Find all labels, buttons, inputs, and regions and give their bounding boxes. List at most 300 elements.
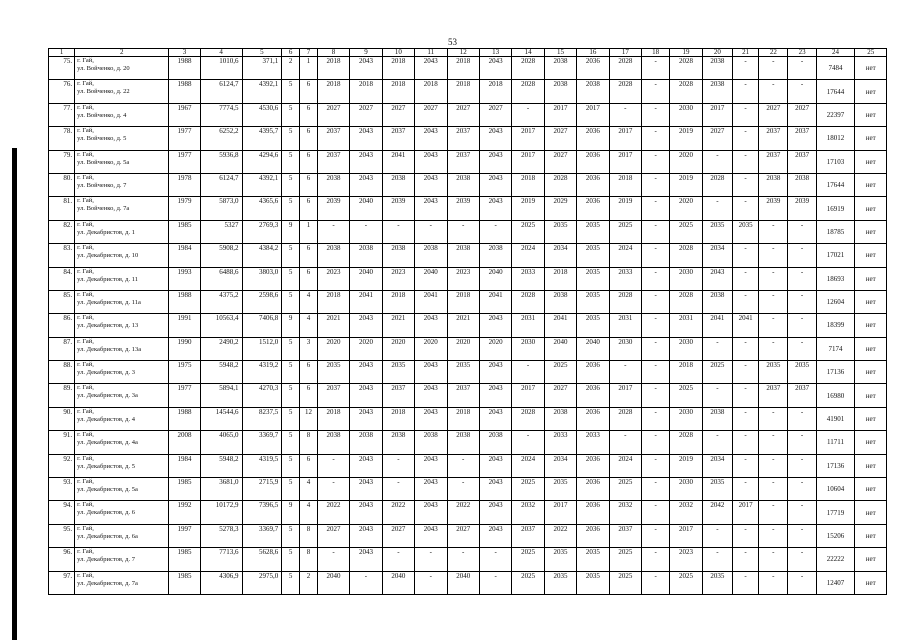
cell-col-8: 2038 [317,244,349,267]
row-number: 89. [49,384,75,407]
row-number: 87. [49,337,75,360]
cell-col-18: - [642,407,670,430]
table-row [49,290,887,313]
address-cell [75,314,169,337]
cell-col-21: 2035 [733,220,759,243]
address-street: ул. Декабристов, д. 1 [77,228,135,236]
column-header: 2 [75,49,169,57]
cell-col-9: 2043 [350,384,382,407]
cell-col-20: 2034 [702,454,732,477]
cell-col-20: 2035 [702,478,732,501]
cell-col-4: 4306,9 [200,571,242,594]
cell-col-8: 2038 [317,173,349,196]
address-street: ул. Декабристов, д. 4 [77,415,135,423]
cell-col-10: 2038 [382,173,414,196]
cell-col-18: - [642,173,670,196]
cell-col-24: 11711 [816,431,855,454]
table-body [49,57,887,595]
cell-col-8: 2018 [317,290,349,313]
row-number: 80. [49,173,75,196]
cell-col-6: 5 [282,454,300,477]
cell-col-7: 3 [300,337,318,360]
row-number: 77. [49,103,75,126]
cell-col-18: - [642,571,670,594]
cell-col-8: - [317,454,349,477]
cell-col-21: - [733,478,759,501]
cell-col-24: 17136 [816,361,855,384]
cell-col-22: 2039 [759,197,788,220]
cell-col-17: 2031 [609,314,641,337]
cell-col-22: - [759,524,788,547]
cell-col-14: - [512,431,544,454]
column-header: 6 [282,49,300,57]
address-cell [75,501,169,524]
cell-col-22: - [759,290,788,313]
cell-col-11: - [415,548,447,571]
cell-col-14: 2031 [512,314,544,337]
column-header: 19 [670,49,702,57]
cell-col-3: 1967 [169,103,200,126]
cell-col-9: 2043 [350,314,382,337]
row-number: 95. [49,524,75,547]
table-row [49,478,887,501]
cell-col-5: 4395,7 [242,127,282,150]
address-street: ул. Войченко, д. 20 [77,65,130,72]
cell-col-13: 2043 [479,361,511,384]
cell-col-19: 2028 [670,431,702,454]
column-header: 3 [169,49,200,57]
cell-col-23: - [788,524,816,547]
cell-col-16: 2035 [577,244,609,267]
cell-col-22: 2027 [759,103,788,126]
cell-col-19: 2030 [670,267,702,290]
cell-col-23: - [788,267,816,290]
cell-col-4: 6488,6 [200,267,242,290]
cell-col-14: 2025 [512,548,544,571]
cell-col-4: 7774,5 [200,103,242,126]
cell-col-16: 2036 [577,197,609,220]
cell-col-11: 2038 [415,244,447,267]
cell-col-23: 2039 [788,197,816,220]
cell-col-3: 1977 [169,127,200,150]
cell-col-10: 2041 [382,150,414,173]
cell-col-19: 2028 [670,57,702,80]
cell-col-9: 2040 [350,267,382,290]
cell-col-6: 5 [282,361,300,384]
cell-col-7: 1 [300,220,318,243]
cell-col-15: 2038 [544,407,576,430]
cell-col-13: 2043 [479,57,511,80]
address-city: г. Гай, [77,454,94,462]
cell-col-6: 5 [282,384,300,407]
cell-col-19: 2025 [670,220,702,243]
cell-col-13: 2043 [479,524,511,547]
address-cell [75,571,169,594]
cell-col-17: 2028 [609,80,641,103]
address-city: г. Гай, [77,384,94,392]
cell-col-6: 5 [282,407,300,430]
cell-col-4: 5327 [200,220,242,243]
table-row [49,244,887,267]
cell-col-15: 2022 [544,524,576,547]
cell-col-19: 2031 [670,314,702,337]
cell-col-16: 2035 [577,314,609,337]
cell-col-5: 4319,2 [242,361,282,384]
cell-col-8: 2023 [317,267,349,290]
cell-col-23: - [788,548,816,571]
cell-col-23: 2037 [788,384,816,407]
cell-col-19: 2028 [670,80,702,103]
table-row [49,57,887,80]
cell-col-11: 2043 [415,314,447,337]
cell-col-9: - [350,571,382,594]
cell-col-20: - [702,197,732,220]
cell-col-17: 2030 [609,337,641,360]
column-header: 4 [200,49,242,57]
cell-col-19: 2019 [670,127,702,150]
cell-col-14: 2028 [512,57,544,80]
address-street: ул. Декабристов, д. 11а [77,298,141,306]
row-number: 78. [49,127,75,150]
cell-col-12: 2027 [447,103,479,126]
address-city: г. Гай, [77,431,94,439]
cell-col-21: - [733,103,759,126]
cell-col-23: 2035 [788,361,816,384]
cell-col-20: 2027 [702,127,732,150]
cell-col-18: - [642,524,670,547]
cell-col-11: 2043 [415,478,447,501]
cell-col-4: 4375,2 [200,290,242,313]
row-number: 85. [49,290,75,313]
cell-col-23: - [788,501,816,524]
cell-col-9: 2038 [350,244,382,267]
cell-col-23: - [788,290,816,313]
cell-col-6: 5 [282,80,300,103]
table-row [49,150,887,173]
column-header: 20 [702,49,732,57]
cell-col-16: 2017 [577,103,609,126]
cell-col-14: 2024 [512,454,544,477]
cell-col-11: - [415,571,447,594]
cell-col-14: - [512,103,544,126]
cell-col-15: 2040 [544,337,576,360]
cell-col-18: - [642,150,670,173]
register-table [48,48,887,595]
cell-col-17: 2028 [609,407,641,430]
cell-col-11: 2020 [415,337,447,360]
cell-col-25: нет [855,407,887,430]
cell-col-5: 7396,5 [242,501,282,524]
cell-col-3: 2008 [169,431,200,454]
cell-col-22: - [759,57,788,80]
cell-col-22: 2035 [759,361,788,384]
address-street: ул. Декабристов, д. 3 [77,369,135,377]
cell-col-3: 1993 [169,267,200,290]
column-header: 17 [609,49,641,57]
cell-col-7: 8 [300,524,318,547]
cell-col-18: - [642,127,670,150]
cell-col-22: - [759,244,788,267]
row-number: 90. [49,407,75,430]
cell-col-6: 9 [282,501,300,524]
cell-col-12: 2039 [447,197,479,220]
cell-col-19: 2023 [670,548,702,571]
address-cell [75,337,169,360]
cell-col-14: 2025 [512,478,544,501]
cell-col-11: 2043 [415,361,447,384]
cell-col-9: 2027 [350,103,382,126]
cell-col-24: 7174 [816,337,855,360]
cell-col-12: - [447,454,479,477]
table-row [49,220,887,243]
cell-col-16: 2036 [577,524,609,547]
cell-col-8: 2020 [317,337,349,360]
row-number: 96. [49,548,75,571]
address-city: г. Гай, [77,80,94,88]
table-row [49,501,887,524]
cell-col-4: 10563,4 [200,314,242,337]
table-row [49,337,887,360]
cell-col-25: нет [855,80,887,103]
cell-col-14: 2037 [512,524,544,547]
cell-col-19: 2028 [670,244,702,267]
cell-col-11: 2043 [415,407,447,430]
cell-col-17: 2025 [609,548,641,571]
cell-col-16: 2035 [577,267,609,290]
cell-col-19: 2032 [670,501,702,524]
cell-col-25: нет [855,314,887,337]
address-city: г. Гай, [77,127,94,135]
cell-col-21: - [733,337,759,360]
cell-col-19: 2030 [670,103,702,126]
address-street: ул. Войченко, д. 22 [77,88,130,96]
row-number: 88. [49,361,75,384]
cell-col-16: 2036 [577,407,609,430]
cell-col-18: - [642,103,670,126]
cell-col-7: 6 [300,127,318,150]
cell-col-7: 2 [300,571,318,594]
cell-col-14: 2025 [512,220,544,243]
cell-col-11: 2043 [415,150,447,173]
address-street: ул. Декабристов, д. 5а [77,486,138,494]
cell-col-25: нет [855,220,887,243]
cell-col-15: 2038 [544,57,576,80]
cell-col-11: 2043 [415,197,447,220]
cell-col-3: 1985 [169,220,200,243]
cell-col-6: 5 [282,478,300,501]
address-cell [75,127,169,150]
cell-col-6: 5 [282,244,300,267]
cell-col-11: 2043 [415,524,447,547]
address-street: ул. Декабристов, д. 10 [77,252,139,260]
cell-col-22: - [759,407,788,430]
cell-col-20: 2038 [702,407,732,430]
cell-col-13: 2043 [479,501,511,524]
cell-col-13: - [479,220,511,243]
cell-col-14: 2019 [512,197,544,220]
address-street: ул. Декабристов, д. 13 [77,322,139,330]
cell-col-10: 2038 [382,431,414,454]
address-city: г. Гай, [77,220,94,228]
table-row [49,103,887,126]
cell-col-25: нет [855,478,887,501]
cell-col-23: - [788,220,816,243]
cell-col-25: нет [855,337,887,360]
cell-col-16: 2036 [577,173,609,196]
cell-col-25: нет [855,150,887,173]
cell-col-4: 5948,2 [200,454,242,477]
row-number: 93. [49,478,75,501]
cell-col-9: 2043 [350,501,382,524]
cell-col-10: 2035 [382,361,414,384]
cell-col-18: - [642,501,670,524]
cell-col-24: 17719 [816,501,855,524]
address-street: ул. Декабристов, д. 6а [77,532,138,540]
cell-col-16: 2036 [577,57,609,80]
cell-col-5: 4294,6 [242,150,282,173]
cell-col-23: - [788,454,816,477]
cell-col-16: 2036 [577,454,609,477]
table-row [49,548,887,571]
cell-col-15: 2035 [544,548,576,571]
cell-col-6: 2 [282,57,300,80]
cell-col-12: - [447,548,479,571]
cell-col-24: 22397 [816,103,855,126]
address-street: ул. Декабристов, д. 4а [77,439,138,447]
column-header: 8 [317,49,349,57]
cell-col-19: 2030 [670,478,702,501]
address-cell [75,80,169,103]
cell-col-8: 2018 [317,80,349,103]
cell-col-10: 2037 [382,384,414,407]
cell-col-3: 1977 [169,150,200,173]
cell-col-11: 2043 [415,127,447,150]
cell-col-12: 2038 [447,173,479,196]
cell-col-10: 2018 [382,290,414,313]
address-cell [75,197,169,220]
cell-col-15: 2018 [544,267,576,290]
cell-col-3: 1991 [169,314,200,337]
address-city: г. Гай, [77,197,94,205]
cell-col-6: 5 [282,173,300,196]
row-number: 81. [49,197,75,220]
cell-col-19: 2017 [670,524,702,547]
address-street: ул. Декабристов, д. 7 [77,556,135,564]
address-city: г. Гай, [77,173,94,181]
cell-col-4: 2490,2 [200,337,242,360]
address-cell [75,454,169,477]
cell-col-16: 2040 [577,337,609,360]
cell-col-23: - [788,571,816,594]
cell-col-9: 2043 [350,524,382,547]
cell-col-24: 17644 [816,80,855,103]
cell-col-19: 2020 [670,197,702,220]
cell-col-16: 2036 [577,127,609,150]
cell-col-3: 1985 [169,571,200,594]
address-street: ул. Декабристов, д. 6 [77,509,135,517]
cell-col-14: 2017 [512,127,544,150]
cell-col-15: 2041 [544,314,576,337]
cell-col-4: 14544,6 [200,407,242,430]
cell-col-6: 9 [282,220,300,243]
cell-col-22: - [759,454,788,477]
cell-col-13: 2043 [479,127,511,150]
cell-col-20: 2017 [702,103,732,126]
cell-col-22: - [759,571,788,594]
cell-col-17: 2025 [609,571,641,594]
cell-col-21: - [733,173,759,196]
cell-col-19: 2030 [670,407,702,430]
cell-col-21: - [733,150,759,173]
address-city: г. Гай, [77,571,94,579]
cell-col-10: 2023 [382,267,414,290]
cell-col-20: - [702,524,732,547]
column-header: 11 [415,49,447,57]
cell-col-10: 2027 [382,103,414,126]
cell-col-12: 2023 [447,267,479,290]
cell-col-8: 2038 [317,431,349,454]
cell-col-5: 4392,1 [242,173,282,196]
cell-col-25: нет [855,127,887,150]
cell-col-21: - [733,244,759,267]
cell-col-10: 2040 [382,571,414,594]
cell-col-6: 9 [282,314,300,337]
cell-col-10: 2021 [382,314,414,337]
cell-col-20: 2038 [702,57,732,80]
cell-col-3: 1977 [169,384,200,407]
cell-col-7: 6 [300,384,318,407]
cell-col-8: - [317,478,349,501]
column-header: 1 [49,49,75,57]
cell-col-23: 2038 [788,173,816,196]
cell-col-21: 2041 [733,314,759,337]
cell-col-15: 2017 [544,103,576,126]
table-row [49,314,887,337]
cell-col-6: 5 [282,150,300,173]
cell-col-17: 2037 [609,524,641,547]
address-street: ул. Войченко, д. 5 [77,135,127,143]
address-city: г. Гай, [77,103,94,111]
address-street: ул. Декабристов, д. 7а [77,579,138,587]
cell-col-22: - [759,80,788,103]
cell-col-15: 2025 [544,361,576,384]
cell-col-21: - [733,80,759,103]
cell-col-24: 17644 [816,173,855,196]
cell-col-18: - [642,290,670,313]
cell-col-5: 2598,6 [242,290,282,313]
cell-col-17: 2028 [609,290,641,313]
cell-col-12: 2027 [447,524,479,547]
cell-col-21: - [733,361,759,384]
address-city: г. Гай, [77,478,94,486]
address-cell [75,478,169,501]
cell-col-12: 2037 [447,384,479,407]
cell-col-19: 2019 [670,454,702,477]
cell-col-9: 2020 [350,337,382,360]
address-cell [75,103,169,126]
cell-col-12: 2018 [447,290,479,313]
cell-col-10: 2039 [382,197,414,220]
cell-col-20: - [702,384,732,407]
cell-col-5: 7406,8 [242,314,282,337]
cell-col-10: 2027 [382,524,414,547]
cell-col-9: 2043 [350,407,382,430]
cell-col-4: 5873,0 [200,197,242,220]
cell-col-23: - [788,337,816,360]
scan-margin-bar [12,148,17,640]
address-cell [75,384,169,407]
cell-col-22: 2038 [759,173,788,196]
